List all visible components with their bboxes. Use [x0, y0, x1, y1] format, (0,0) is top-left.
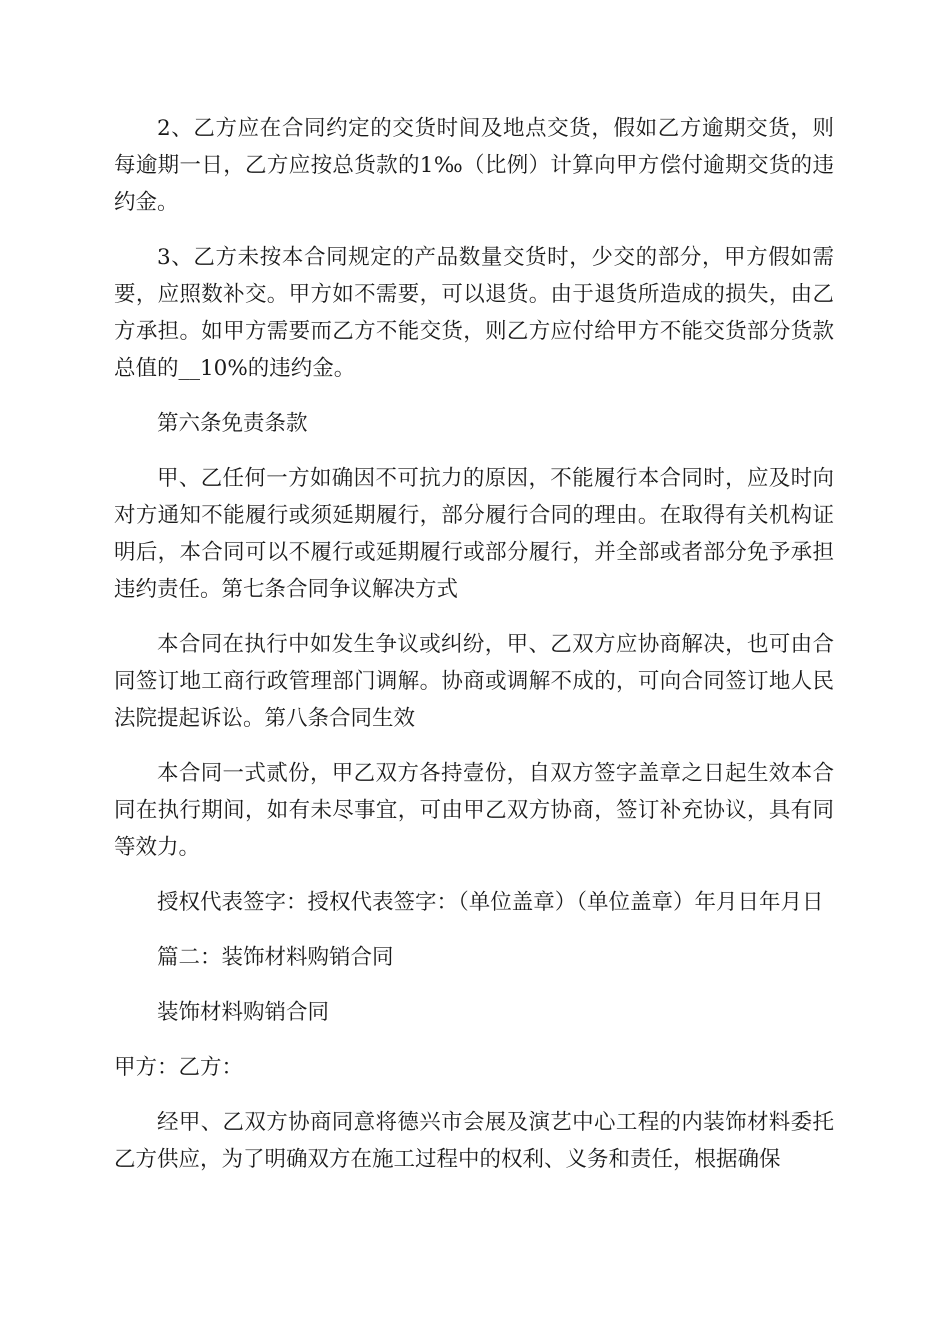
paragraph-force-majeure: 甲、乙任何一方如确因不可抗力的原因，不能履行本合同时，应及时向对方通知不能履行或须延期履行，部分履行合同的理由。在取得有关机构证明后，本合同可以不履行或延期履行或部分履行，并全部或者部分免予承担违约责任。第七条合同争议解决方式 [114, 466, 834, 602]
contract-title: 装饰材料购销合同 [157, 1000, 330, 1025]
heading-article-six: 第六条免责条款 [157, 411, 308, 436]
paragraph-contract-effect: 本合同一式贰份，甲乙双方各持壹份，自双方签字盖章之日起生效本合同在执行期间，如有未尽事宜，可由甲乙双方协商，签订补充协议，具有同等效力。 [114, 761, 834, 860]
paragraph-signatures: 授权代表签字：授权代表签字：（单位盖章）（单位盖章）年月日年月日 [157, 890, 824, 915]
paragraph-parties: 甲方：乙方： [114, 1055, 244, 1080]
paragraph-dispute-resolution: 本合同在执行中如发生争议或纠纷，甲、乙双方应协商解决，也可由合同签订地工商行政管理部门调解。协商或调解不成的，可向合同签订地人民法院提起诉讼。第八条合同生效 [114, 632, 834, 731]
heading-part-two: 篇二：装饰材料购销合同 [157, 945, 394, 970]
paragraph-short-delivery: 3、乙方未按本合同规定的产品数量交货时，少交的部分，甲方假如需要，应照数补交。甲方如不需要，可以退货。由于退货所造成的损失，由乙方承担。如甲方需要而乙方不能交货，则乙方应付给甲方不能交货部分货款总值的__10%的违约金。 [114, 245, 834, 381]
paragraph-late-delivery: 2、乙方应在合同约定的交货时间及地点交货，假如乙方逾期交货，则每逾期一日，乙方应按总货款的1‰（比例）计算向甲方偿付逾期交货的违约金。 [114, 116, 834, 215]
paragraph-agreement-intro: 经甲、乙双方协商同意将德兴市会展及演艺中心工程的内装饰材料委托乙方供应，为了明确双方在施工过程中的权利、义务和责任，根据确保 [114, 1110, 834, 1172]
document-body [114, 110, 834, 1196]
